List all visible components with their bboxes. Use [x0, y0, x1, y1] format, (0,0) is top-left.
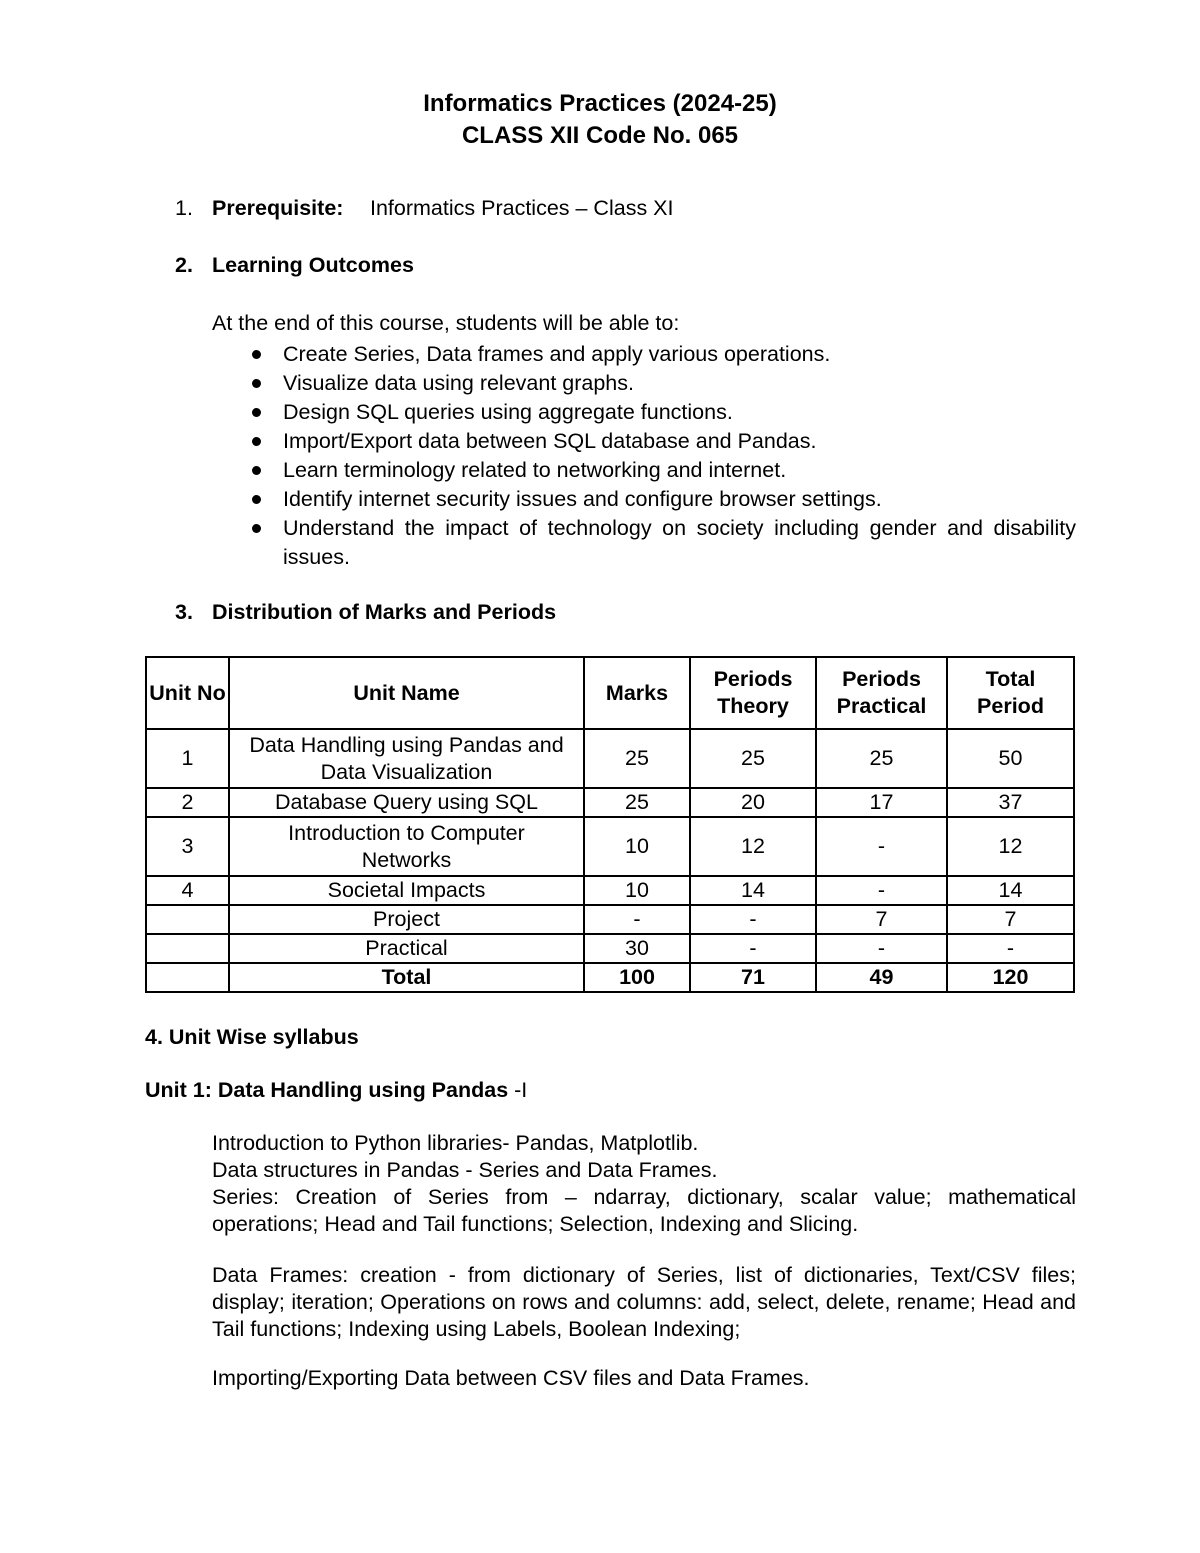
section-2-heading: Learning Outcomes: [212, 253, 414, 277]
table-cell: -: [584, 905, 690, 934]
section-3-number: 3.: [175, 600, 193, 624]
table-cell: 1: [146, 729, 229, 788]
table-cell: Total: [229, 963, 584, 992]
section-3-heading: Distribution of Marks and Periods: [212, 600, 557, 624]
header-periods-practical: Periods Practical: [816, 657, 947, 729]
table-cell: 3: [146, 817, 229, 876]
table-cell: 2: [146, 788, 229, 817]
section-2-number: 2.: [175, 253, 193, 277]
header-periods-theory: Periods Theory: [690, 657, 816, 729]
section-1-text: Informatics Practices – Class XI: [370, 196, 674, 220]
table-cell: Data Handling using Pandas and Data Visualization: [229, 729, 584, 788]
section-4-heading: 4. Unit Wise syllabus: [145, 1025, 359, 1049]
table-cell: 4: [146, 876, 229, 905]
table-cell: 14: [690, 876, 816, 905]
table-header-row: [146, 657, 1074, 729]
table-cell: -: [947, 934, 1074, 963]
outcome-item: Import/Export data between SQL database and Pandas.: [250, 427, 1076, 456]
document-title: Informatics Practices (2024-25): [423, 90, 777, 117]
table-cell: [146, 963, 229, 992]
header-marks: Marks: [584, 657, 690, 729]
table-cell: -: [816, 817, 947, 876]
table-cell: Project: [229, 905, 584, 934]
table-cell: 25: [584, 729, 690, 788]
table-cell: 50: [947, 729, 1074, 788]
table-cell: 12: [690, 817, 816, 876]
outcome-item: Identify internet security issues and configure browser settings.: [250, 485, 1076, 514]
unit-1-paragraph-1: [212, 1130, 1076, 1238]
outcomes-list: [250, 340, 1076, 572]
table-cell: 14: [947, 876, 1074, 905]
paragraph-line: Introduction to Python libraries- Pandas, Matplotlib.: [212, 1131, 699, 1155]
table-cell: Introduction to Computer Networks: [229, 817, 584, 876]
table-row: [146, 729, 1074, 788]
table-cell: Societal Impacts: [229, 876, 584, 905]
table-cell: 25: [816, 729, 947, 788]
paragraph-line: Data structures in Pandas - Series and Data Frames.: [212, 1158, 718, 1182]
unit-1-paragraph-2: Data Frames: creation - from dictionary of Series, list of dictionaries, Text/CSV files; display; iteration; Operations on rows and columns: add, select, delete, rename; Head and Tail functions; Indexing using Labels, Boolean Indexing;: [212, 1263, 1076, 1341]
section-1-number: 1.: [175, 196, 193, 220]
table-cell: Practical: [229, 934, 584, 963]
table-cell: 100: [584, 963, 690, 992]
table-cell: 25: [690, 729, 816, 788]
unit-1-heading-line: [145, 1078, 527, 1103]
table-cell: 71: [690, 963, 816, 992]
table-row: [146, 905, 1074, 934]
header-total-period: Total Period: [947, 657, 1074, 729]
table-cell: 10: [584, 876, 690, 905]
table-cell: -: [690, 905, 816, 934]
table-row: [146, 788, 1074, 817]
table-row: [146, 876, 1074, 905]
table-cell: -: [816, 934, 947, 963]
document-subtitle: CLASS XII Code No. 065: [461, 122, 739, 149]
table-cell: 37: [947, 788, 1074, 817]
table-cell: [146, 934, 229, 963]
table-row: [146, 934, 1074, 963]
table-cell: 25: [584, 788, 690, 817]
unit-1-heading-suffix: -I: [508, 1078, 528, 1102]
outcomes-intro: At the end of this course, students will be able to:: [212, 311, 680, 335]
table-cell: 20: [690, 788, 816, 817]
table-total-row: [146, 963, 1074, 992]
table-cell: 17: [816, 788, 947, 817]
table-cell: Database Query using SQL: [229, 788, 584, 817]
table-cell: 7: [816, 905, 947, 934]
table-cell: 120: [947, 963, 1074, 992]
header-unit-no: Unit No: [146, 657, 229, 729]
marks-distribution-table: [145, 656, 1075, 993]
outcome-item: Learn terminology related to networking and internet.: [250, 456, 1076, 485]
outcome-item: Visualize data using relevant graphs.: [250, 369, 1076, 398]
header-unit-name: Unit Name: [229, 657, 584, 729]
paragraph-line: Series: Creation of Series from – ndarray, dictionary, scalar value; mathematical operations; Head and Tail functions; Selection, Indexing and Slicing.: [212, 1185, 1076, 1236]
outcome-item: Understand the impact of technology on society including gender and disability issues.: [250, 514, 1076, 572]
unit-1-paragraph-3: Importing/Exporting Data between CSV files and Data Frames.: [212, 1366, 810, 1390]
outcome-item: Design SQL queries using aggregate functions.: [250, 398, 1076, 427]
table-cell: -: [816, 876, 947, 905]
table-cell: -: [690, 934, 816, 963]
section-1-heading: Prerequisite:: [212, 196, 344, 220]
table-cell: 7: [947, 905, 1074, 934]
table-cell: 49: [816, 963, 947, 992]
table-cell: 30: [584, 934, 690, 963]
unit-1-heading: Unit 1: Data Handling using Pandas: [145, 1078, 509, 1102]
table-cell: 10: [584, 817, 690, 876]
table-cell: 12: [947, 817, 1074, 876]
table-cell: [146, 905, 229, 934]
outcome-item: Create Series, Data frames and apply various operations.: [250, 340, 1076, 369]
table-row: [146, 817, 1074, 876]
